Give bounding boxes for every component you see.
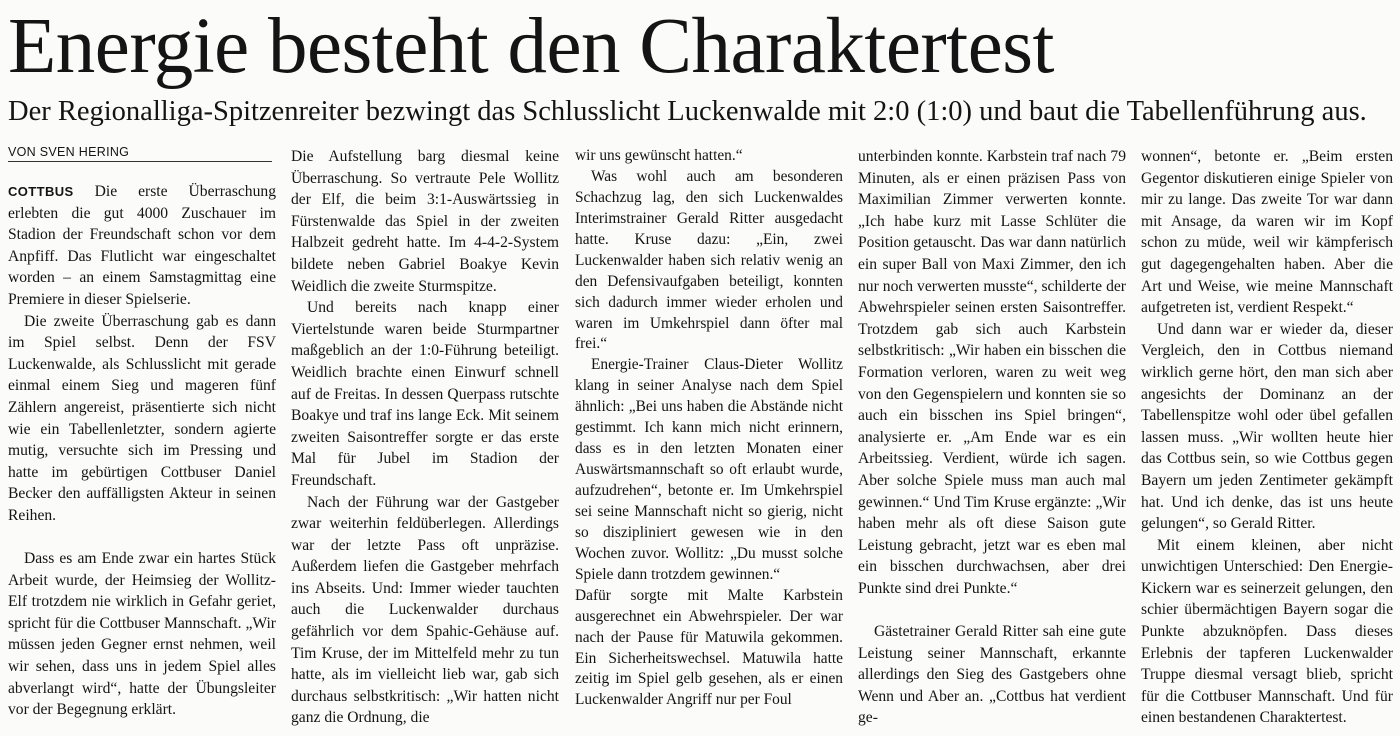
paragraph: Und dann war er wieder da, dieser Vergleich, den in Cottbus niemand wirklich gerne hört, den man sich aber angesichts der Dominanz an der Tabellenspitze wohl oder übel gefallen lassen muss. „Wir wollten heute hier das Cottbus sein, so wie Cottbus gegen Bayern um jeden Zentimeter gekämpft hat. Und ich denke, das ist uns heute gelungen“, so Gerald Ritter. — [1141, 320, 1393, 533]
paragraph: Und bereits nach knapp einer Viertelstunde waren beide Sturmpartner maßgeblich an der 1:0-Führung beteiligt. Weidlich brachte einen Einwurf schnell auf de Freitas. In dessen Querpass rutschte Boakye und traf ins lange Eck. Mit seinem zweiten Saisontreffer sorgte er das erste Mal für Jubel im Stadion der Freundschaft. — [291, 299, 559, 489]
paragraph: Gästetrainer Gerald Ritter sah eine gute Leistung seiner Mannschaft, erkannte allerdings den Sieg des Gastgebers ohne Wenn und Aber an. „Cottbus hat verdient ge- — [858, 623, 1126, 727]
paragraph: Energie-Trainer Claus-Dieter Wollitz klang in seiner Analyse nach dem Spiel ähnlich: „Bei uns haben die Abstände nicht gestimmt. Ich kann mich nicht erinnern, dass es in den letzten Monaten einer Auswärtsmannschaft so oft erlaubt wurde, aufzudrehen“, betonte er. Im Umkehrspiel sei seine Mannschaft nicht so gierig, nicht so diszipliniert gewesen wie in den Wochen zuvor. Wollitz: „Du musst solche Spiele dann trotzdem gewinnen.“ — [575, 356, 843, 583]
article-column-4 — [858, 146, 1126, 729]
paragraph: Nach der Führung war der Gastgeber zwar weiterhin feldüberlegen. Allerdings war der letzte Pass oft unpräzise. Außerdem liefen die Gastgeber mehrfach ins Abseits. Und: Immer wieder tauchten auch die Luckenwalder durchaus gefährlich vor dem Spahic-Gehäuse auf. Tim Kruse, der im Mittelfeld mehr zu tun hatte, als im vielleicht lieb war, gab sich durchaus selbstkritisch: „Wir hatten nicht ganz die Ordnung, die — [291, 493, 559, 727]
subheadline: Der Regionalliga-Spitzenreiter bezwingt das Schlusslicht Luckenwalde mit 2:0 (1:0) und baut die Tabellenführung aus. — [8, 96, 1367, 127]
paragraph — [8, 181, 276, 311]
paragraph: Dass es am Ende zwar ein hartes Stück Arbeit wurde, der Heimsieg der Wollitz-Elf trotzdem nie wirklich in Gefahr geriet, spricht für die Cottbuser Mannschaft. „Wir müssen jeden Gegner ernst nehmen, weil wir sehen, dass uns in jedem Spiel alles abverlangt wird“, hatte der Übungsleiter vor der Begegnung erklärt. — [8, 550, 276, 719]
paragraph: wir uns gewünscht hatten.“ — [575, 147, 743, 164]
article-column-1 — [8, 181, 276, 721]
paragraph: Was wohl auch am besonderen Schachzug lag, den sich Luckenwaldes Interimstrainer Gerald Ritter ausgedacht hatte. Kruse dazu: „Ein, zwei Luckenwalder haben sich relativ wenig an den Defensivaufgaben beteiligt, konnten sich dadurch immer wieder erholen und waren im Umkehrspiel dann öfter mal frei.“ — [575, 167, 843, 353]
paragraph: unterbinden konnte. Karbstein traf nach 79 Minuten, als er einen präzisen Pass von Maximilian Zimmer verwerten konnte. „Ich habe kurz mit Lasse Schlüter die Position getauscht. Das war dann natürlich ein super Ball von Maxi Zimmer, den ich nur noch verwerten musste“, schilderte der Abwehrspieler seinen ersten Saisontreffer. Trotzdem gab sich auch Karbstein selbstkritisch: „Wir haben ein bisschen die Formation verloren, waren zu weit weg von den Gegenspielern und konnten sie so auch ein bisschen ins Spiel bringen“, analysierte er. „Am Ende war es ein Arbeitssieg. Verdient, würde ich sagen. Aber solche Spiele muss man auch mal gewinnen.“ Und Tim Kruse ergänzte: „Wir haben mehr als oft diese Saison gute Leistung gebracht, jetzt war es eben mal ein bisschen durchwachsen, aber drei Punkte sind drei Punkte.“ — [858, 148, 1126, 597]
paragraph: Die zweite Überraschung gab es dann im Spiel selbst. Denn der FSV Luckenwalde, als Schlusslicht mit gerade einmal einem Sieg und mageren fünf Zählern angereist, präsentierte sich nicht wie ein Tabellenletzter, sondern agierte mutig, versuchte sich im Pressing und hatte im gebürtigen Cottbuser Daniel Becker den auffälligsten Akteur in seinen Reihen. — [8, 312, 276, 524]
paragraph: Dafür sorgte mit Malte Karbstein ausgerechnet ein Abwehrspieler. Der war nach der Pause für Matuwila gekommen. Ein Sicherheitswechsel. Matuwila hatte zeitig im Spiel gelb gesehen, als er einen Luckenwalder Angriff nur per Foul — [575, 586, 843, 709]
headline: Energie besteht den Charaktertest — [8, 3, 1054, 90]
article-column-3 — [575, 146, 843, 711]
paragraph-text: Die erste Überraschung erlebten die gut 4000 Zuschauer im Stadion der Freundschaft schon vor dem Anpfiff. Das Flutlicht war eingeschaltet worden – an einem Samstagmittag eine Premiere in dieser Spielserie. — [8, 183, 276, 308]
dateline: COTTBUS — [8, 184, 74, 199]
paragraph: Mit einem kleinen, aber nicht unwichtigen Unterschied: Den Energie-Kickern war es seinerzeit gelungen, den schier übermächtigen Bayern sogar die Punkte abzuknöpfen. Dass dieses Erlebnis der tapferen Luckenwalder Truppe diesmal versagt blieb, spricht für die Cottbuser Mannschaft. Und für einen bestandenen Charaktertest. — [1141, 536, 1393, 727]
paragraph: Die Aufstellung barg diesmal keine Überraschung. So vertraute Pele Wollitz der Elf, die beim 3:1-Auswärtssieg in Fürstenwalde das Spiel in der zweiten Halbzeit gedreht hatte. Im 4-4-2-System bildete neben Gabriel Boakye Kevin Weidlich die zweite Sturmspitze. — [291, 148, 559, 295]
article-column-5 — [1141, 146, 1393, 729]
paragraph: wonnen“, betonte er. „Beim ersten Gegentor diskutieren einige Spieler von mir zu lange. Das zweite Tor war dann mit Ansage, da waren wir im Kopf schon zu müde, weil wir kämpferisch gut dagegengehalten haben. Aber die Art und Weise, wie meine Mannschaft aufgetreten ist, verdient Respekt.“ — [1141, 148, 1393, 317]
byline: VON SVEN HERING — [8, 144, 272, 162]
article-column-2 — [291, 146, 559, 729]
